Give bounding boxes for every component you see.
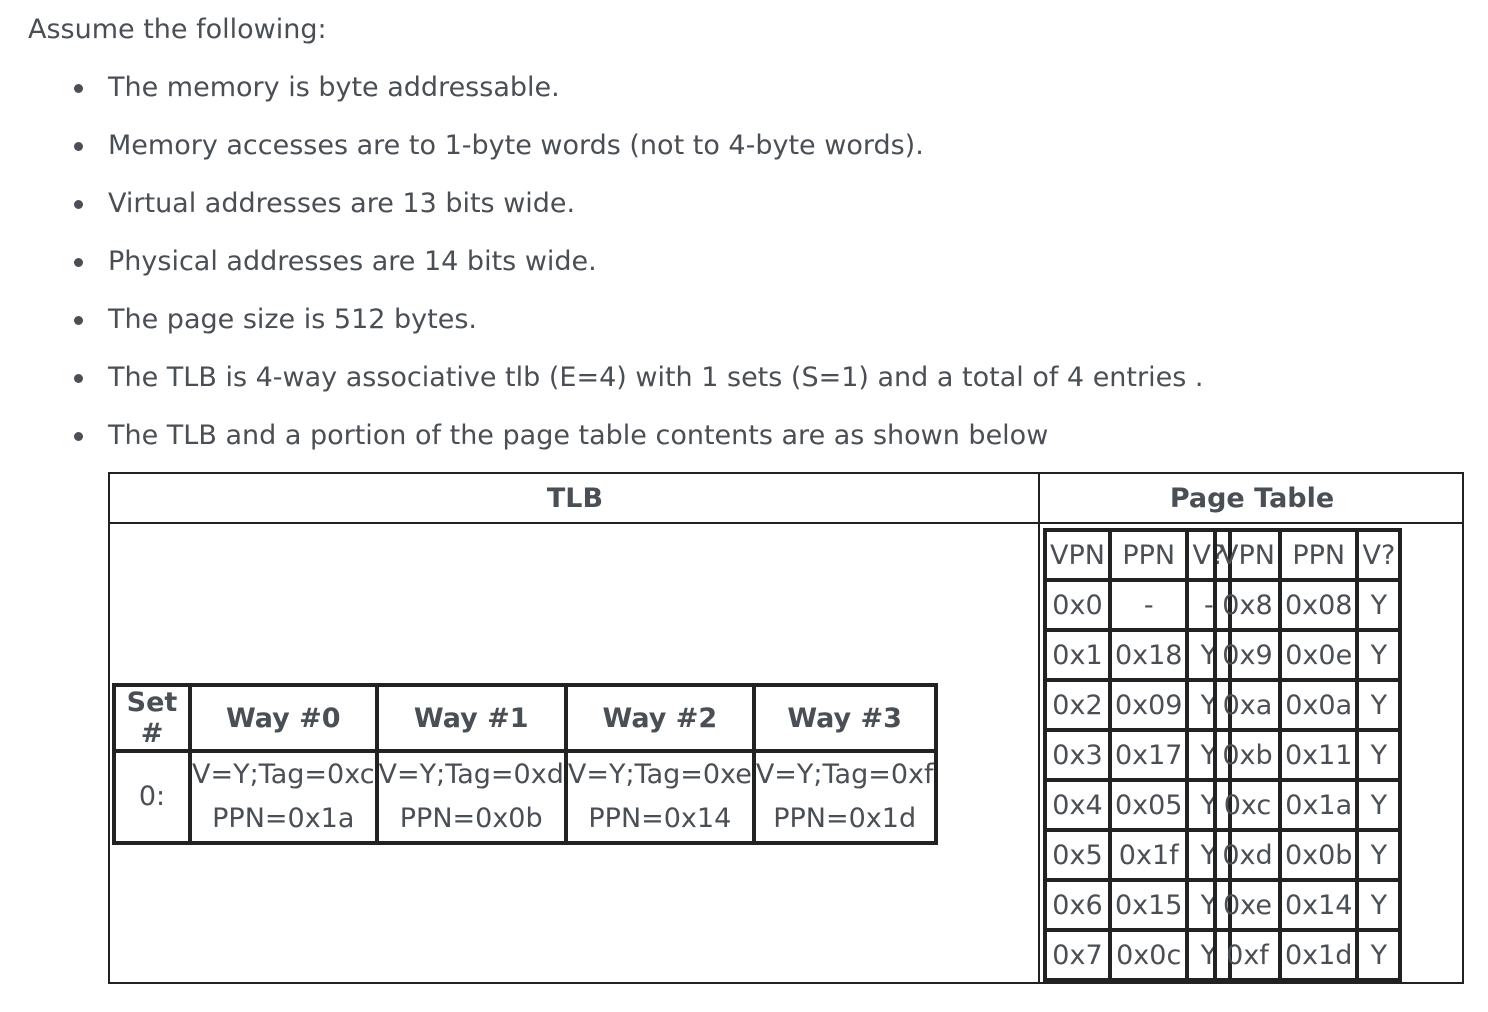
bullet-icon [74,432,83,441]
vpn-cell: 0x7 [1045,930,1110,980]
valid-cell: Y [1357,880,1400,930]
page-table-row [1045,580,1230,630]
list-item [60,70,1203,128]
list-item-text: The TLB and a portion of the page table contents are as shown below [108,420,1049,451]
tlb-way-cell [566,751,754,843]
tlb-header-way2: Way #2 [566,685,754,751]
tlb-header-way1: Way #1 [377,685,566,751]
tlb-way-ppn: PPN=0x1d [773,803,917,834]
tlb-way-ppn: PPN=0x1a [212,803,355,834]
tlb-header-row [114,685,936,751]
ppn-cell: 0x11 [1280,730,1358,780]
page-table-row [1215,880,1400,930]
page-table-row [1215,930,1400,980]
ppn-cell: 0x0a [1280,680,1358,730]
page-table-header-row [1215,530,1400,580]
page-table-row [1215,580,1400,630]
page-table-row [1045,930,1230,980]
page-table-left [1043,528,1232,982]
header-valid: V? [1357,530,1400,580]
tlb-header-way0: Way #0 [190,685,377,751]
vpn-cell: 0xe [1215,880,1280,930]
page-table-header-row [1045,530,1230,580]
list-item-text: The page size is 512 bytes. [108,304,477,335]
ppn-cell: 0x09 [1110,680,1188,730]
tlb-way-tag: V=Y;Tag=0xc [192,759,375,790]
vpn-cell: 0x1 [1045,630,1110,680]
valid-cell: Y [1187,780,1230,830]
ppn-cell: 0x1d [1280,930,1358,980]
valid-cell: Y [1357,680,1400,730]
page-table-row [1215,630,1400,680]
valid-cell: Y [1357,580,1400,630]
page-table-row [1045,630,1230,680]
tlb-table [112,683,938,845]
valid-cell: Y [1357,830,1400,880]
tlb-set-row [114,751,936,843]
valid-cell: Y [1357,630,1400,680]
ppn-cell: 0x14 [1280,880,1358,930]
page-table-row [1045,780,1230,830]
tlb-way-tag: V=Y;Tag=0xd [378,759,564,790]
valid-cell: Y [1187,680,1230,730]
valid-cell: Y [1187,730,1230,780]
page-table-row [1045,680,1230,730]
ppn-cell: 0x17 [1110,730,1188,780]
bullet-icon [74,374,83,383]
tlb-way-ppn: PPN=0x14 [588,803,732,834]
list-item [60,418,1203,476]
ppn-cell: 0x0e [1280,630,1358,680]
valid-cell: Y [1357,780,1400,830]
list-item-text: Memory accesses are to 1-byte words (not to 4-byte words). [108,130,924,161]
tlb-header-set: Set # [114,685,190,751]
vpn-cell: 0xa [1215,680,1280,730]
bullet-icon [74,84,83,93]
page-table-heading: Page Table [1040,474,1464,524]
vpn-cell: 0x8 [1215,580,1280,630]
vpn-cell: 0xf [1215,930,1280,980]
vpn-cell: 0x3 [1045,730,1110,780]
tlb-set-index: 0: [114,751,190,843]
page-table-row [1045,730,1230,780]
page-table-row [1215,830,1400,880]
tlb-way-cell [377,751,566,843]
bullet-icon [74,316,83,325]
valid-cell: Y [1187,880,1230,930]
tlb-way-tag: V=Y;Tag=0xe [567,759,752,790]
page-table-row [1215,680,1400,730]
ppn-cell: 0x1f [1110,830,1188,880]
page-table-row [1215,730,1400,780]
list-item [60,360,1203,418]
page-table-row [1045,830,1230,880]
list-item [60,186,1203,244]
header-valid: V? [1187,530,1230,580]
list-item [60,244,1203,302]
vpn-cell: 0x4 [1045,780,1110,830]
list-item-text: Virtual addresses are 13 bits wide. [108,188,576,219]
assumption-list [60,70,1203,476]
ppn-cell: 0x1a [1280,780,1358,830]
header-vpn: VPN [1215,530,1280,580]
valid-cell: Y [1187,830,1230,880]
list-item [60,128,1203,186]
page-table-row [1045,880,1230,930]
tlb-way-cell [190,751,377,843]
vpn-cell: 0xb [1215,730,1280,780]
vpn-cell: 0xd [1215,830,1280,880]
tlb-way-cell [754,751,936,843]
valid-cell: Y [1357,730,1400,780]
bullet-icon [74,258,83,267]
ppn-cell: 0x15 [1110,880,1188,930]
valid-cell: Y [1187,630,1230,680]
vpn-cell: 0x0 [1045,580,1110,630]
ppn-cell: 0x0b [1280,830,1358,880]
page-table-right [1213,528,1402,982]
vpn-cell: 0x5 [1045,830,1110,880]
bullet-icon [74,142,83,151]
vpn-cell: 0xc [1215,780,1280,830]
list-item-text: Physical addresses are 14 bits wide. [108,246,597,277]
valid-cell: Y [1357,930,1400,980]
vpn-cell: 0x2 [1045,680,1110,730]
ppn-cell: - [1110,580,1188,630]
list-item [60,302,1203,360]
tlb-way-tag: V=Y;Tag=0xf [755,759,934,790]
tlb-way-ppn: PPN=0x0b [399,803,543,834]
vpn-cell: 0x9 [1215,630,1280,680]
ppn-cell: 0x05 [1110,780,1188,830]
ppn-cell: 0x18 [1110,630,1188,680]
bullet-icon [74,200,83,209]
list-item-text: The TLB is 4-way associative tlb (E=4) with 1 sets (S=1) and a total of 4 entries . [108,362,1204,393]
vpn-cell: 0x6 [1045,880,1110,930]
intro-text: Assume the following: [28,14,327,45]
list-item-text: The memory is byte addressable. [108,72,560,103]
ppn-cell: 0x08 [1280,580,1358,630]
tlb-heading: TLB [110,474,1040,524]
tlb-header-way3: Way #3 [754,685,936,751]
header-ppn: PPN [1110,530,1188,580]
valid-cell: Y [1187,930,1230,980]
column-divider [1038,474,1040,982]
valid-cell: - [1187,580,1230,630]
page-table-row [1215,780,1400,830]
header-ppn: PPN [1280,530,1358,580]
ppn-cell: 0x0c [1110,930,1188,980]
header-vpn: VPN [1045,530,1110,580]
